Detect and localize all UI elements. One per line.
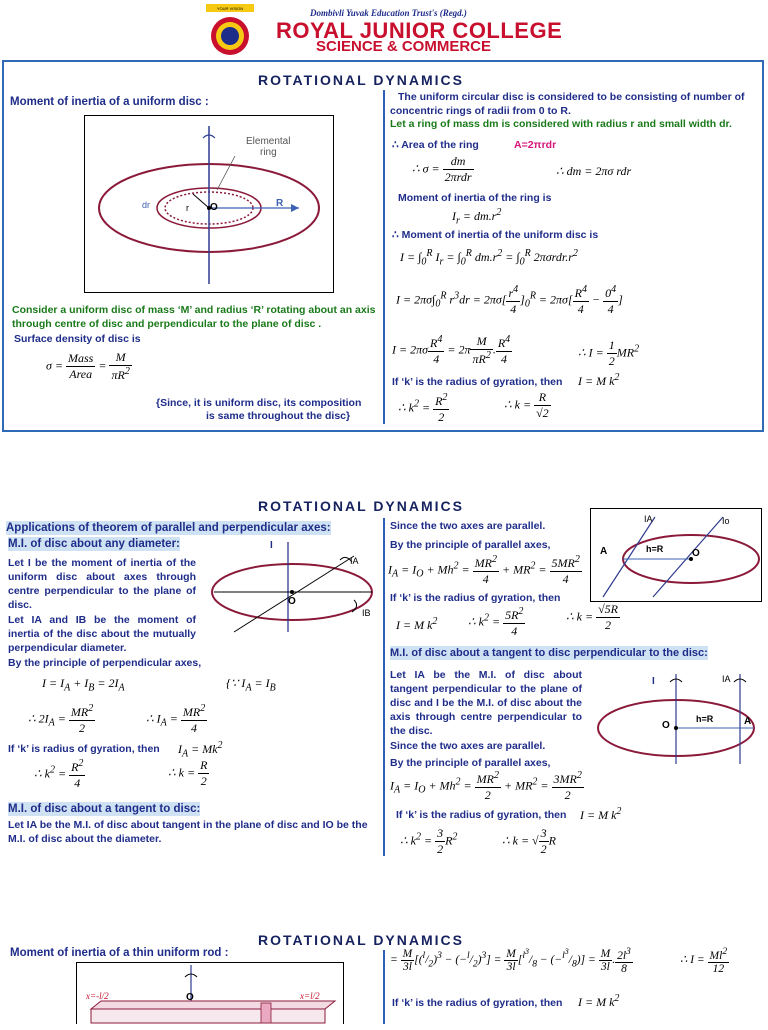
slide-1-divider bbox=[383, 90, 385, 424]
sigma-ring-eq: ∴ σ = $\frac{dm}{\text{2πrdr}}$ bbox=[412, 154, 472, 184]
mi-ring-label: Moment of inertia of the ring is bbox=[398, 192, 552, 204]
diameter-figure bbox=[204, 536, 380, 636]
fig4-IA: IA bbox=[722, 674, 731, 684]
fig-label-elemental: Elemental bbox=[246, 136, 291, 147]
tangent-para: Let IA be the M.I. of disc about tangent in the plane of disc and IO be the M.I. of disc about the diameter. bbox=[8, 819, 368, 845]
parallel-principle-1: By the principle of parallel axes, bbox=[390, 539, 551, 551]
result-eq: ∴ I = $\frac{1}{2}$ $MR^2$ bbox=[578, 338, 640, 368]
tangent-perp-heading: M.I. of disc about a tangent to disc perpendicular to the disc: bbox=[390, 647, 708, 659]
slide-1-title: ROTATIONAL DYNAMICS bbox=[258, 72, 464, 88]
slide-2-divider bbox=[383, 518, 385, 856]
gyration-eq-4: I = M $k^2$ bbox=[580, 806, 622, 822]
gyration-label-1: If ‘k’ is the radius of gyration, then bbox=[392, 376, 563, 388]
gyration-eq-5: I = M $k^2$ bbox=[578, 993, 620, 1009]
ring-mass: Let a ring of mass dm is considered with radius r and small width dr. bbox=[390, 118, 732, 130]
diameter-para-2-text: Let IA and IB be the moment of inertia of the disc about the mutually perpendicular diameter. bbox=[8, 614, 196, 654]
fig2-IA: IA bbox=[350, 556, 359, 566]
fig-label-dr: dr bbox=[142, 200, 151, 210]
ring-area-label: ∴ Area of the ring bbox=[392, 139, 479, 151]
integral-eq-3: I = 2πσ $\frac{R^4}{4}$ = 2π $\frac{M}{\pi R^2}$ . $\frac{R^4}{4}$ bbox=[392, 334, 511, 366]
k2-eq-3: ∴ $k^2$ = $\frac{5R^2}{4}$ bbox=[468, 606, 524, 638]
fig-label-r: r bbox=[186, 203, 189, 213]
college-stream: SCIENCE & COMMERCE bbox=[316, 38, 492, 55]
fig4-I: I bbox=[652, 676, 655, 687]
apps-heading: Applications of theorem of parallel and perpendicular axes: bbox=[6, 522, 331, 534]
tangent-perp-para-text: Let IA be the M.I. of disc about tangent perpendicular to the plane of disc and I be the M.I. of disc about the axis through centre perpendicular to the disc. bbox=[390, 669, 582, 737]
mi-disc-label: ∴ Moment of inertia of the uniform disc is bbox=[392, 229, 599, 241]
slide-3-title: ROTATIONAL DYNAMICS bbox=[258, 932, 464, 948]
diameter-para-2 bbox=[8, 613, 196, 655]
svg-text:YOUR VISION: YOUR VISION bbox=[216, 6, 244, 11]
integral-eq-2: $I = 2\pi\sigma\int_0^R$ $r^3dr = 2\pi\sigma$[ $\frac{r^4}{4}$ ]$_0^R = 2\pi\sigma$[ $\frac{R^4}{4}$ − $\frac{0^4}{4}$ ] bbox=[396, 284, 623, 316]
perp-cond: {∵ $I_A = I_B$ bbox=[226, 676, 276, 694]
rod-integral-eq: = $\frac{M}{3l}$ $[(^l/_2)^3 - (-^l/_2)^3]$ = $\frac{M}{3l}$ $[^{l^3}/_8 - (-^{l^3}/_8)]$ = $\frac{M}{3l}$ . $\frac{2l^3}{8}$ bbox=[390, 946, 631, 975]
k-eq-1: ∴ k = $\frac{R}{√2}$ bbox=[504, 390, 549, 420]
perp-principle: By the principle of perpendicular axes, bbox=[8, 657, 202, 669]
fig3-IA: IA bbox=[644, 514, 653, 524]
tangent-plane-figure bbox=[590, 508, 762, 602]
surface-density-label: Surface density of disc is bbox=[14, 333, 141, 345]
trust-name: Dombivli Yuvak Education Trust's (Regd.) bbox=[310, 8, 467, 18]
fig3-Io: Io bbox=[722, 516, 730, 526]
k-eq-3: ∴ k = $\frac{√5R}{2}$ bbox=[566, 602, 618, 632]
gyration-label-4: If ‘k’ is the radius of gyration, then bbox=[396, 809, 567, 821]
ring-intro: The uniform circular disc is considered to be consisting of number of concentric rings of radii from 0 to R. bbox=[390, 91, 745, 117]
parallel-eq-2: $I_A = I_O + Mh^2$ = $\frac{MR^2}{2}$ + $MR^2$ = $\frac{3MR^2}{2}$ bbox=[390, 770, 582, 802]
rod-label-O: O bbox=[186, 992, 194, 1003]
tangent-perp-para bbox=[390, 668, 582, 738]
ir-eq: $I_r = dm.r^2$ bbox=[452, 207, 502, 227]
fig-label-ring: ring bbox=[260, 147, 277, 158]
tangent-perp-figure bbox=[590, 668, 762, 766]
slide-2-title: ROTATIONAL DYNAMICS bbox=[258, 498, 464, 514]
diameter-para-1-text: Let I be the moment of inertia of the uniform disc about axes through centre perpendicular to the plane of disc. bbox=[8, 557, 196, 611]
perp-eq: $I = I_A + I_B = 2I_A$ bbox=[42, 676, 125, 694]
fig-label-O: O bbox=[210, 202, 218, 213]
gyration-label-5: If ‘k’ is the radius of gyration, then bbox=[392, 997, 563, 1009]
gyration-label-3: If ‘k’ is the radius of gyration, then bbox=[390, 592, 561, 604]
fig3-O: O bbox=[692, 548, 700, 559]
fig4-O: O bbox=[662, 720, 670, 731]
k2-eq-4: ∴ $k^2$ = $\frac{3}{2}$ $R^2$ bbox=[400, 826, 458, 856]
diameter-para-1 bbox=[8, 556, 196, 612]
fig4-hR: h=R bbox=[696, 714, 714, 724]
fig2-IB: IB bbox=[362, 608, 371, 618]
college-logo bbox=[200, 4, 260, 56]
k2-eq-1: ∴ $k^2$ = $\frac{R^2}{2}$ bbox=[398, 392, 448, 424]
fig4-A: A bbox=[744, 716, 752, 727]
k-eq-4: ∴ k = √ $\frac{3}{2}$ R bbox=[502, 826, 556, 856]
gyration-eq-2: $I_A = Mk^2$ bbox=[178, 740, 223, 760]
since-line-1: {Since, it is uniform disc, its composition bbox=[156, 397, 362, 409]
ring-area-eq: A=2πrdr bbox=[514, 139, 557, 151]
rod-result-eq: ∴ I = $\frac{Ml^2}{12}$ bbox=[680, 946, 728, 975]
since-line-2: is same throughout the disc} bbox=[206, 410, 351, 422]
sigma-eq: σ = $\frac{\text{Mass}}{\text{Area}}$ = $\frac{M}{\pi R^2}$ bbox=[46, 350, 130, 382]
ia-eq-2: ∴ $I_A$ = $\frac{MR^2}{4}$ bbox=[146, 703, 206, 735]
ia-eq-1: ∴ $2I_A$ = $\frac{MR^2}{2}$ bbox=[28, 703, 94, 735]
tangent-heading: M.I. of disc about a tangent to disc: bbox=[8, 803, 201, 815]
fig2-I: I bbox=[270, 540, 273, 551]
rod-label-right: x=l/2 bbox=[300, 991, 320, 1001]
parallel-principle-2: By the principle of parallel axes, bbox=[390, 757, 551, 769]
slide-3-divider bbox=[383, 950, 385, 1024]
dm-eq: ∴ dm = 2πσ rdr bbox=[556, 164, 632, 178]
fig3-hR: h=R bbox=[646, 544, 664, 554]
fig2-O: O bbox=[288, 596, 296, 607]
rod-label-left: x=-l/2 bbox=[86, 991, 109, 1001]
rod-heading: Moment of inertia of a thin uniform rod : bbox=[10, 947, 229, 959]
k2-eq-2: ∴ $k^2$ = $\frac{R^2}{4}$ bbox=[34, 758, 84, 790]
gyration-label-2: If ‘k’ is radius of gyration, then bbox=[8, 743, 160, 755]
parallel-axes-2: Since the two axes are parallel. bbox=[390, 740, 546, 752]
gyration-eq-3: I = M $k^2$ bbox=[396, 616, 438, 632]
integral-eq-1: $I = \int_0^R$ $I_r = \int_0^R$ $dm.r^2 = \int_0^R$ $2\pi\sigma rdr.r^2$ bbox=[400, 248, 578, 268]
disc-figure bbox=[84, 115, 334, 293]
consider-text: Consider a uniform disc of mass ‘M’ and radius ‘R’ rotating about an axis through centre of disc and perpendicular to the plane of disc . bbox=[12, 304, 376, 330]
parallel-axes-1: Since the two axes are parallel. bbox=[390, 520, 546, 532]
fig-label-R: R bbox=[276, 198, 284, 209]
diameter-heading: M.I. of disc about any diameter: bbox=[8, 538, 180, 550]
college-name: ROYAL JUNIOR COLLEGE bbox=[276, 18, 563, 43]
slide-1 bbox=[0, 0, 768, 432]
k-eq-2: ∴ k = $\frac{R}{2}$ bbox=[168, 758, 208, 788]
parallel-eq-1: $I_A = I_O + Mh^2$ = $\frac{MR^2}{4}$ + $MR^2$ = $\frac{5MR^2}{4}$ bbox=[388, 554, 580, 586]
gyration-eq-1: I = M $k^2$ bbox=[578, 372, 620, 388]
disc-heading: Moment of inertia of a uniform disc : bbox=[10, 96, 209, 108]
fig3-A: A bbox=[600, 546, 608, 557]
